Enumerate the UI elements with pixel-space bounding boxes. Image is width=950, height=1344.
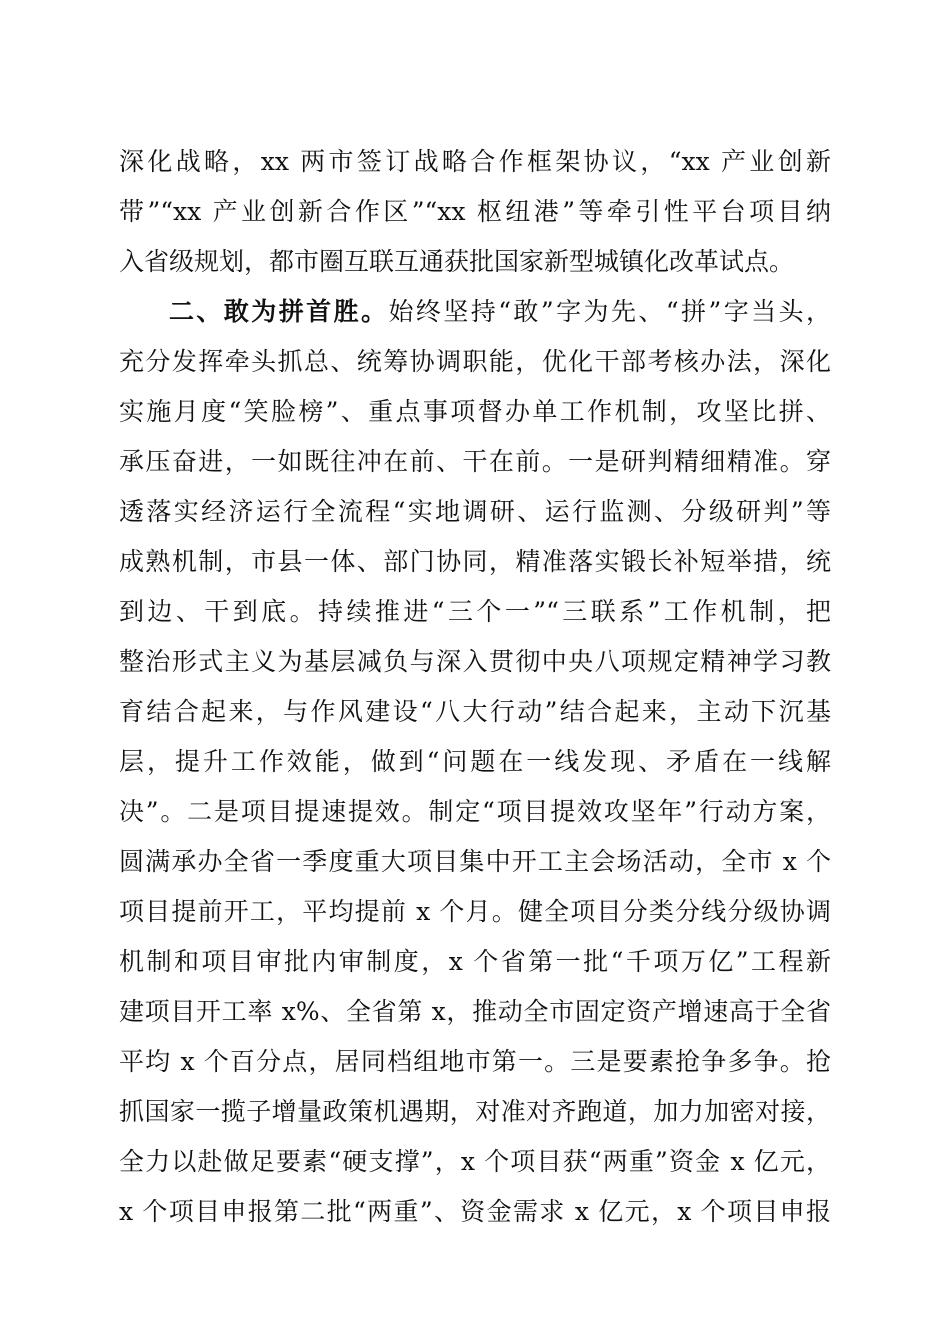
paragraph-line: x 个项目申报第二批“两重”、资金需求 x 亿元，x 个项目申报: [119, 1197, 831, 1226]
paragraph-line: 承压奋进，一如既往冲在前、干在前。一是研判精细精准。穿: [119, 447, 831, 476]
paragraph-line: 整治形式主义为基层减负与深入贯彻中央八项规定精神学习教: [119, 647, 831, 676]
paragraph-line: 带”“xx 产业创新合作区”“xx 枢纽港”等牵引性平台项目纳: [119, 197, 831, 226]
paragraph-line: 实施月度“笑脸榜”、重点事项督办单工作机制，攻坚比拼、: [119, 397, 831, 426]
paragraph-line: 充分发挥牵头抓总、统筹协调职能，优化干部考核办法，深化: [119, 347, 831, 376]
paragraph-line: 透落实经济运行全流程“实地调研、运行监测、分级研判”等: [119, 497, 831, 526]
paragraph-line: 全力以赴做足要素“硬支撑”，x 个项目获“两重”资金 x 亿元，: [119, 1147, 831, 1176]
paragraph-line: 建项目开工率 x%、全省第 x，推动全市固定资产增速高于全省: [119, 997, 831, 1026]
paragraph-line: 育结合起来，与作风建设“八大行动”结合起来，主动下沉基: [119, 697, 831, 726]
paragraph-line: 机制和项目审批内审制度，x 个省第一批“千项万亿”工程新: [119, 947, 831, 976]
paragraph-line: 到边、干到底。持续推进“三个一”“三联系”工作机制，把: [119, 597, 831, 626]
paragraph-line: 入省级规划，都市圈互联互通获批国家新型城镇化改革试点。: [119, 247, 795, 276]
paragraph-line: 平均 x 个百分点，居同档组地市第一。三是要素抢争多争。抢: [119, 1047, 831, 1076]
section-heading: 二、敢为拼首胜。: [169, 297, 389, 326]
paragraph-line: 抓国家一揽子增量政策机遇期，对准对齐跑道，加力加密对接，: [119, 1097, 831, 1126]
paragraph-line: 决”。二是项目提速提效。制定“项目提效攻坚年”行动方案，: [119, 797, 831, 826]
section-two-first-line: [169, 292, 831, 332]
paragraph-line: 圆满承办全省一季度重大项目集中开工主会场活动，全市 x 个: [119, 847, 831, 876]
paragraph-line: 成熟机制，市县一体、部门协同，精准落实锻长补短举措，统: [119, 547, 831, 576]
paragraph-line: 项目提前开工，平均提前 x 个月。健全项目分类分线分级协调: [119, 897, 831, 926]
section-two-lead-text: 始终坚持“敢”字为先、“拼”字当头，: [388, 297, 831, 326]
paragraph-line: 层，提升工作效能，做到“问题在一线发现、矛盾在一线解: [119, 747, 831, 776]
paragraph-line: 深化战略，xx 两市签订战略合作框架协议，“xx 产业创新: [119, 147, 831, 176]
